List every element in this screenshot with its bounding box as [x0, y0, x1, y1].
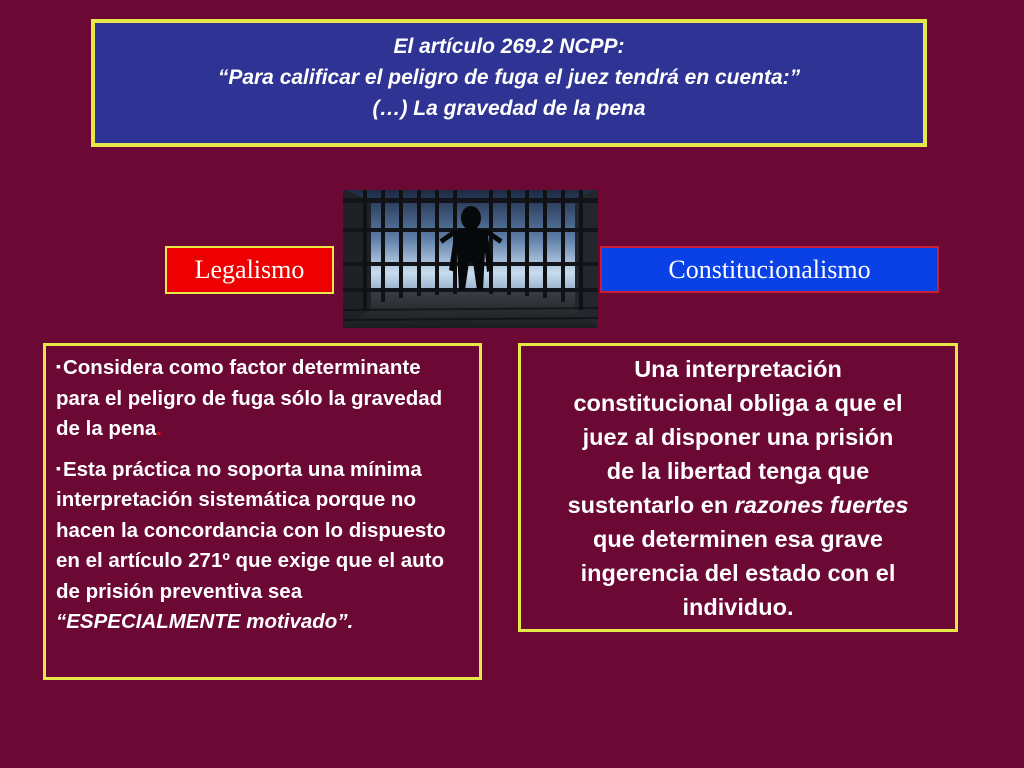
constitucionalismo-label: Constitucionalismo: [600, 246, 939, 293]
bullet-square-icon: ▪: [56, 459, 61, 476]
right-line-6: que determinen esa grave: [593, 526, 883, 552]
legalismo-label: Legalismo: [165, 246, 334, 294]
right-line-4: de la libertad tenga que: [606, 458, 870, 484]
bullet-item-2-emphasis: “ESPECIALMENTE motivado”.: [56, 610, 354, 633]
right-line-8: individuo.: [682, 594, 794, 620]
article-criterion: (…) La gravedad de la pena: [372, 97, 646, 120]
legalismo-description-box: [43, 343, 482, 680]
bullet-square-icon: ▪: [56, 358, 61, 374]
bullet-item-1-text: Considera como factor determinante para el peligro de fuga sólo la gravedad de la pena: [56, 356, 443, 440]
bullet-item-1: [56, 351, 469, 445]
bullet-item-2: [56, 453, 469, 638]
right-line-5-text: sustentarlo en: [567, 492, 735, 518]
right-line-1: Una interpretación: [634, 356, 842, 382]
right-line-5: [533, 488, 943, 522]
bullet-item-2-text: Esta práctica no soporta una mínima interpretación sistemática porque no hacen la concordancia con lo dispuesto en el artículo 271º que exige que el auto de prisión preventiva sea: [56, 457, 446, 603]
article-quote-box: [91, 19, 927, 147]
prison-bars-silhouette-image: [343, 190, 598, 328]
right-line-5-emphasis: razones fuertes: [734, 492, 909, 518]
article-title: El artículo 269.2 NCPP:: [393, 35, 625, 58]
constitucionalismo-description-box: [518, 343, 958, 632]
article-quote: “Para calificar el peligro de fuga el juez tendrá en cuenta:”: [217, 66, 801, 89]
right-line-7: ingerencia del estado con el: [580, 560, 896, 586]
bullet-item-1-trailing: .: [156, 417, 162, 440]
right-line-3: juez al disponer una prisión: [582, 424, 894, 450]
right-line-2: constitucional obliga a que el: [573, 390, 903, 416]
